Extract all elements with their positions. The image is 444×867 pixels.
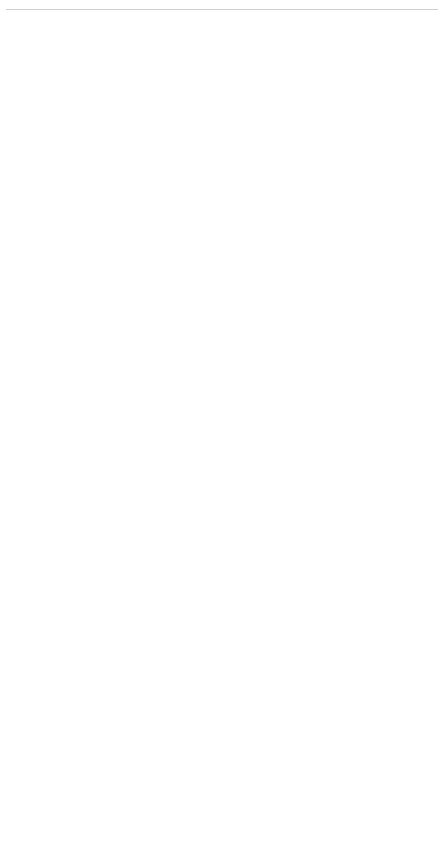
article-body <box>6 40 438 862</box>
previous-text-fragment <box>6 0 438 10</box>
